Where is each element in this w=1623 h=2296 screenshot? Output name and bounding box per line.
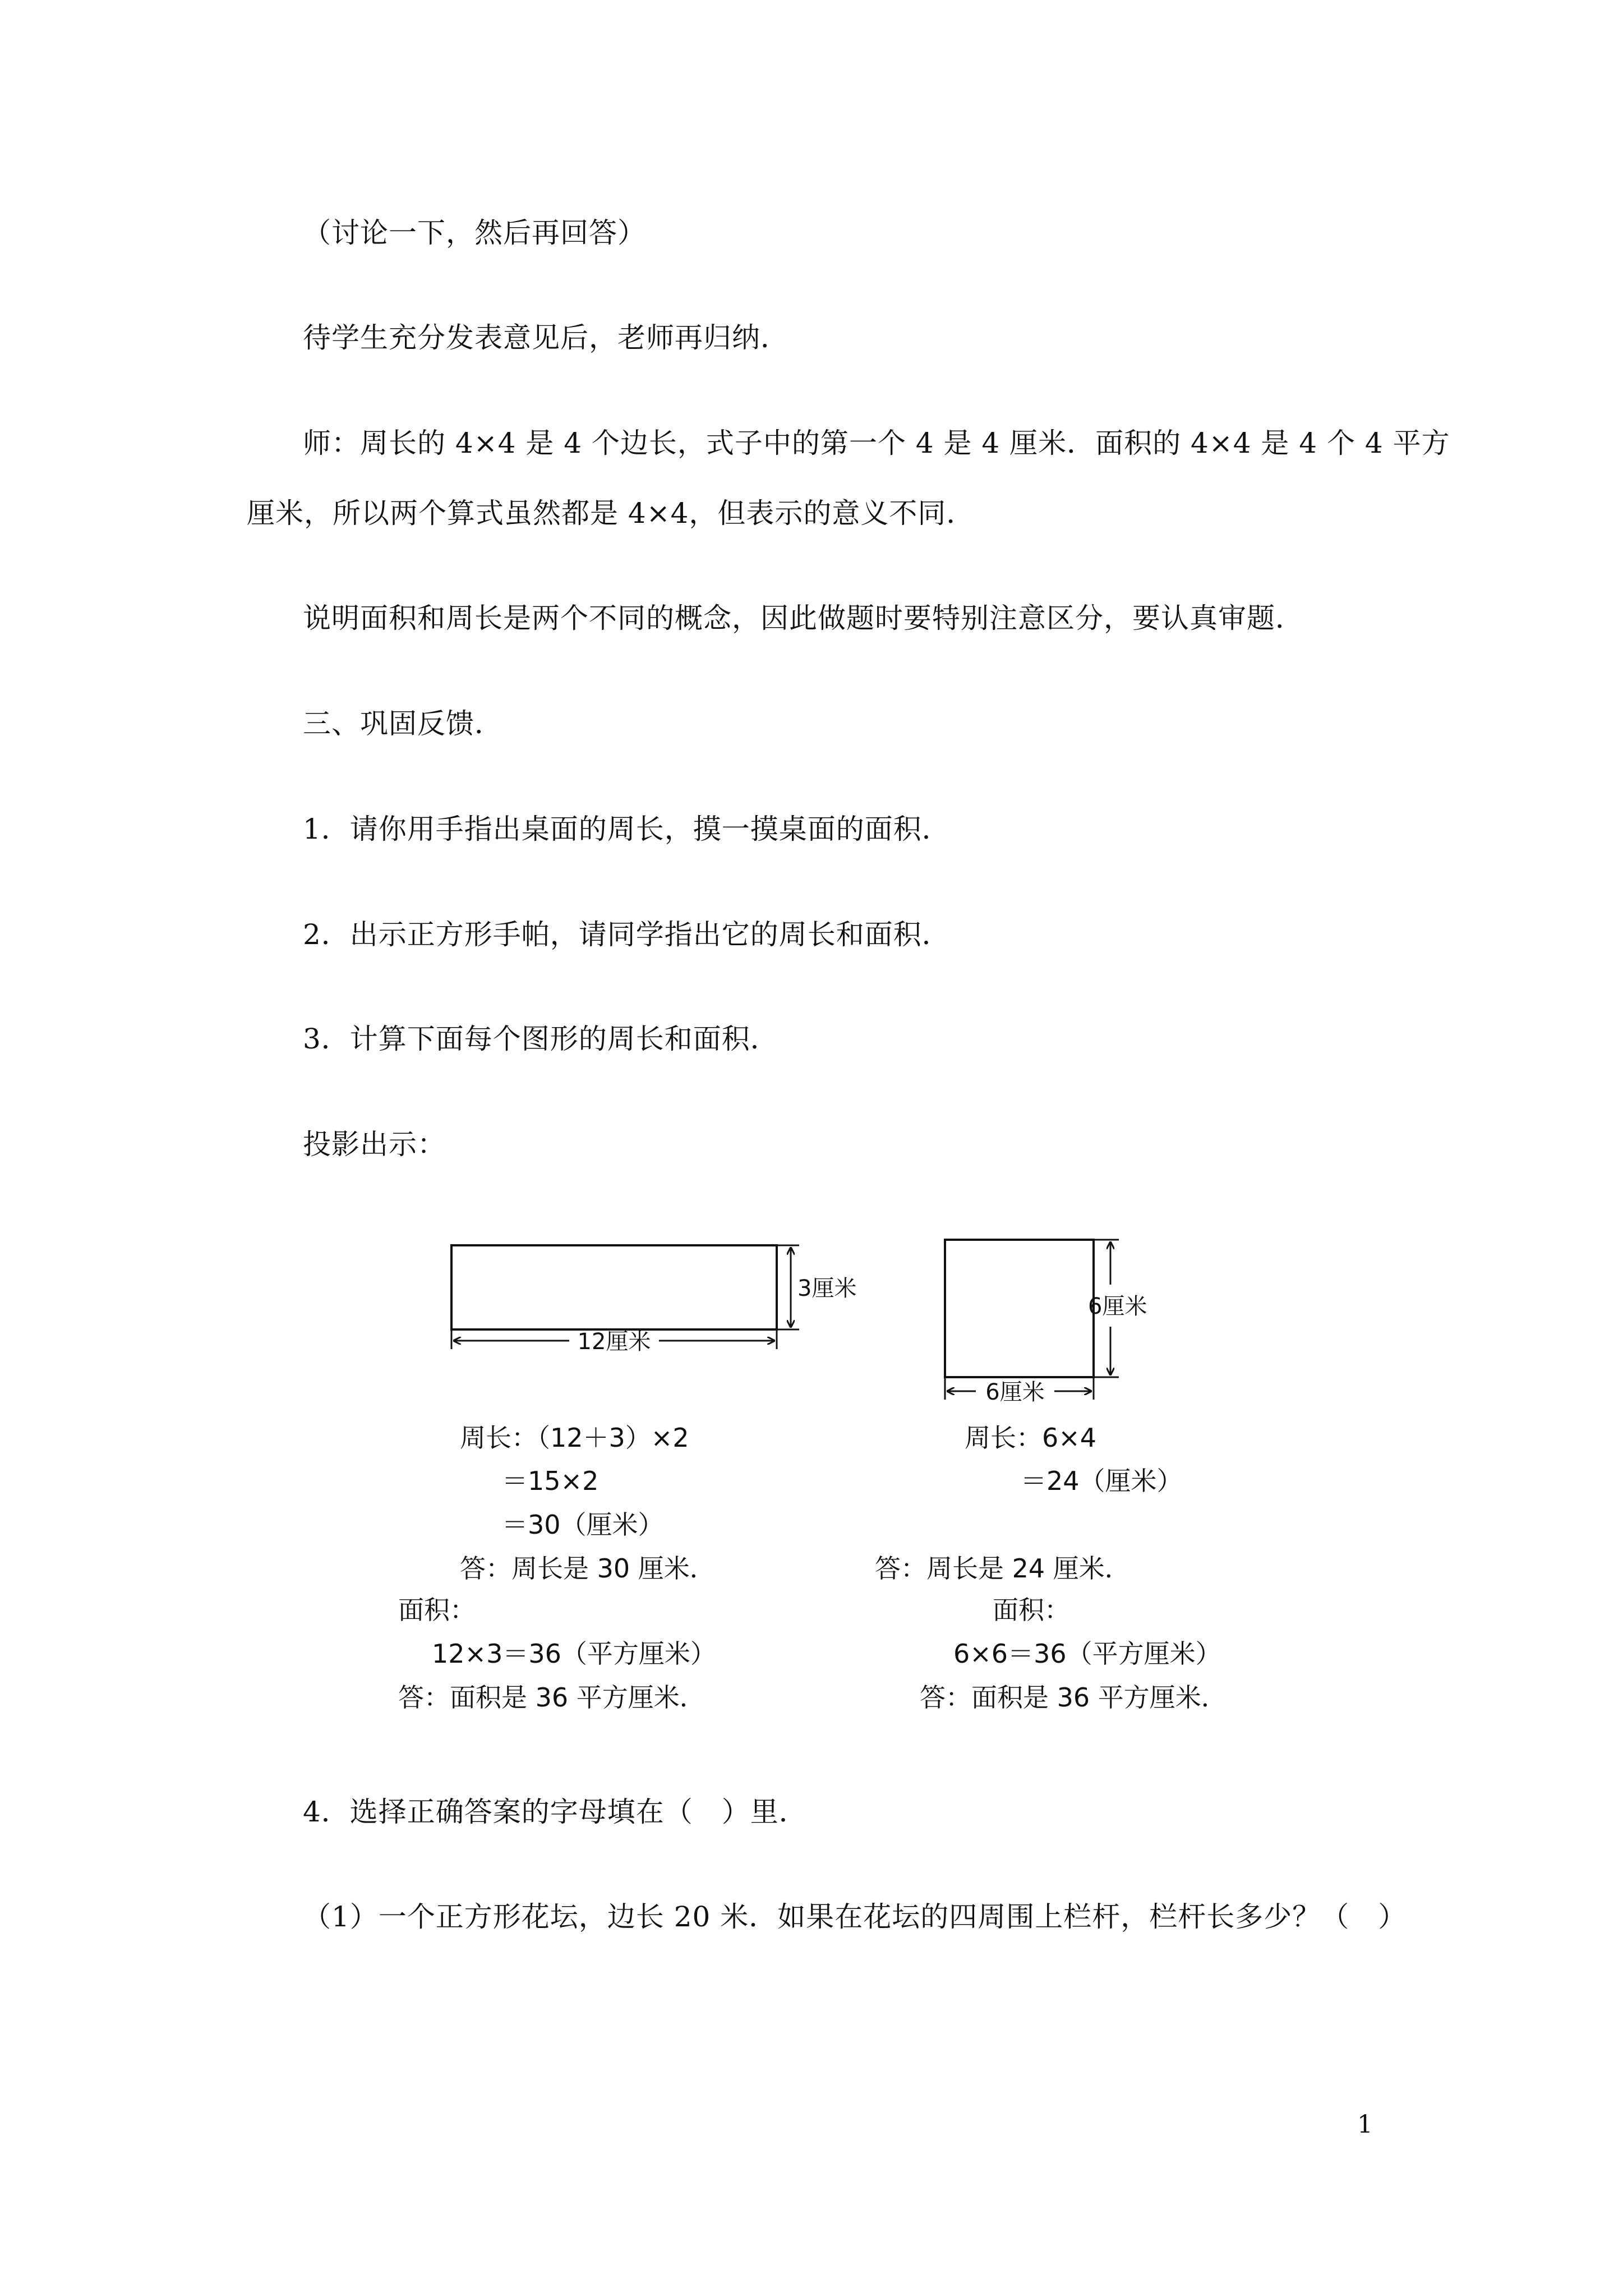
paragraph-teacher-explain-line2: 厘米，所以两个算式虽然都是 4×4，但表示的意义不同． — [247, 497, 975, 530]
left-area-formula: 12×3＝36（平方厘米） — [432, 1639, 716, 1669]
exercise-3: 3．计算下面每个图形的周长和面积． — [303, 1023, 779, 1055]
paragraph-teacher-summary: 待学生充分发表意见后，老师再归纳． — [303, 321, 789, 354]
left-perimeter-formula: 周长：（12＋3）×2 — [460, 1423, 689, 1453]
square-width-label: 6厘米 — [985, 1379, 1045, 1405]
exercise-2: 2．出示正方形手帕，请同学指出它的周长和面积． — [303, 918, 951, 951]
paragraph-discuss: （讨论一下，然后再回答） — [303, 217, 646, 249]
exercise-4-question-1: （1）一个正方形花坛，边长 20 米．如果在花坛的四周围上栏杆，栏杆长多少？（ ） — [303, 1901, 1407, 1933]
page-number: 1 — [1357, 2110, 1373, 2139]
square-height-label: 6厘米 — [1088, 1294, 1147, 1319]
rectangle-height-dimension — [766, 1245, 799, 1329]
section-heading-consolidation: 三、巩固反馈． — [303, 707, 503, 740]
paragraph-teacher-explain-line1: 师：周长的 4×4 是 4 个边长，式子中的第一个 4 是 4 厘米．面积的 4×4 是 4 个 4 平方 — [303, 427, 1450, 459]
right-area-heading: 面积： — [993, 1595, 1070, 1625]
right-area-answer: 答：面积是 36 平方厘米． — [920, 1682, 1227, 1713]
right-perimeter-step1: ＝24（厘米） — [1021, 1466, 1183, 1496]
right-perimeter-answer: 答：周长是 24 厘米． — [875, 1553, 1131, 1584]
rectangle-width-label: 12厘米 — [577, 1329, 651, 1355]
exercise-1: 1．请你用手指出桌面的周长，摸一摸桌面的面积． — [303, 813, 951, 845]
rectangle-shape — [451, 1245, 777, 1329]
left-perimeter-answer: 答：周长是 30 厘米． — [460, 1553, 716, 1584]
projection-label: 投影出示： — [303, 1128, 446, 1161]
left-area-answer: 答：面积是 36 平方厘米． — [398, 1682, 706, 1713]
left-perimeter-step2: ＝30（厘米） — [502, 1510, 664, 1540]
left-perimeter-step1: ＝15×2 — [502, 1466, 599, 1496]
square-shape — [945, 1240, 1094, 1377]
exercise-4: 4．选择正确答案的字母填在（ ）里． — [303, 1796, 808, 1828]
right-perimeter-formula: 周长：6×4 — [965, 1423, 1097, 1453]
rectangle-height-label: 3厘米 — [797, 1276, 857, 1301]
left-area-heading: 面积： — [398, 1595, 476, 1625]
right-area-formula: 6×6＝36（平方厘米） — [953, 1639, 1221, 1669]
projection-figure — [381, 1206, 1256, 1745]
paragraph-concept-note: 说明面积和周长是两个不同的概念，因此做题时要特别注意区分，要认真审题． — [303, 602, 1304, 634]
